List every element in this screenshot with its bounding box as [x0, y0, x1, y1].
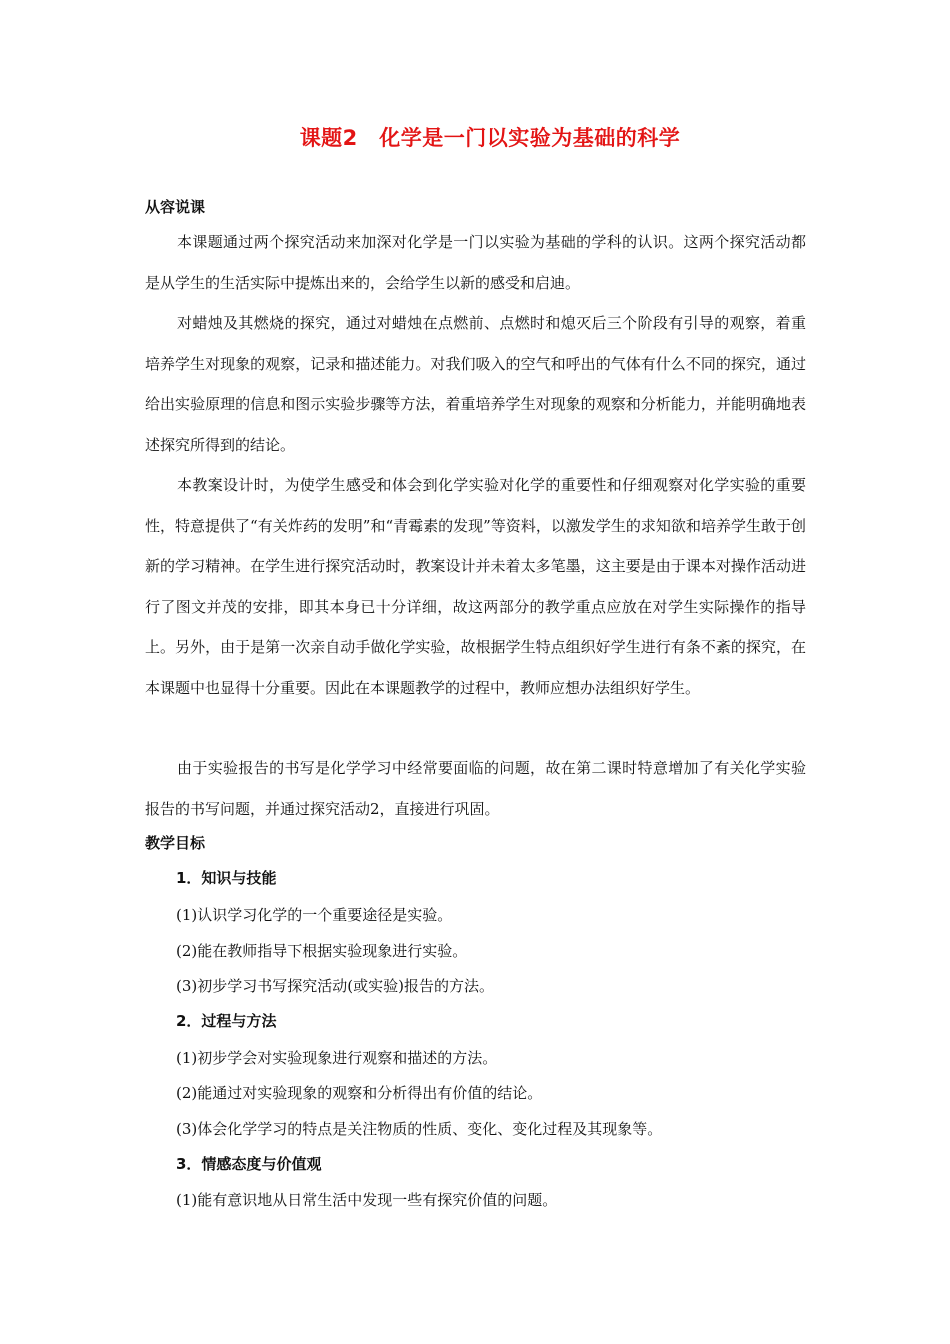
- goal-group-title: 1．知识与技能: [176, 869, 277, 887]
- goal-item: (1)初步学会对实验现象进行观察和描述的方法。: [176, 1049, 498, 1067]
- goal-item: (1)认识学习化学的一个重要途径是实验。: [176, 906, 453, 924]
- page-title: 课题2 化学是一门以实验为基础的科学: [299, 126, 681, 150]
- goal-item: (3)初步学习书写探究活动(或实验)报告的方法。: [176, 977, 494, 995]
- goal-group-title: 2．过程与方法: [176, 1012, 277, 1030]
- goal-item: (2)能在教师指导下根据实验现象进行实验。: [176, 942, 468, 960]
- paragraph: 本课题通过两个探究活动来加深对化学是一门以实验为基础的学科的认识。这两个探究活动都是从学生的生活实际中提炼出来的，会给学生以新的感受和启迪。: [145, 233, 806, 292]
- goal-item: (2)能通过对实验现象的观察和分析得出有价值的结论。: [176, 1084, 543, 1102]
- paragraph: 由于实验报告的书写是化学学习中经常要面临的问题，故在第二课时特意增加了有关化学实验报告的书写问题，并通过探究活动2，直接进行巩固。: [145, 759, 806, 818]
- section-heading-teaching-goals: 教学目标: [145, 834, 206, 852]
- paragraph: 本教案设计时，为使学生感受和体会到化学实验对化学的重要性和仔细观察对化学实验的重要性，特意提供了“有关炸药的发明”和“青霉素的发现”等资料，以激发学生的求知欲和培养学生敢于创新的学习精神。在学生进行探究活动时，教案设计并未着太多笔墨，这主要是由于课本对操作活动进行了图文并茂的安排，即其本身已十分详细，故这两部分的教学重点应放在对学生实际操作的指导上。另外，由于是第一次亲自动手做化学实验，故根据学生特点组织好学生进行有条不紊的探究，在本课题中也显得十分重要。因此在本课题教学的过程中，教师应想办法组织好学生。: [145, 476, 806, 697]
- goal-item: (3)体会化学学习的特点是关注物质的性质、变化、变化过程及其现象等。: [176, 1120, 663, 1138]
- goal-item: (1)能有意识地从日常生活中发现一些有探究价值的问题。: [176, 1191, 558, 1209]
- paragraph: 对蜡烛及其燃烧的探究，通过对蜡烛在点燃前、点燃时和熄灭后三个阶段有引导的观察，着重培养学生对现象的观察，记录和描述能力。对我们吸入的空气和呼出的气体有什么不同的探究，通过给出实验原理的信息和图示实验步骤等方法，着重培养学生对现象的观察和分析能力，并能明确地表述探究所得到的结论。: [145, 314, 806, 454]
- section-heading-lesson-intro: 从容说课: [145, 198, 206, 216]
- goal-group-title: 3．情感态度与价值观: [176, 1155, 322, 1173]
